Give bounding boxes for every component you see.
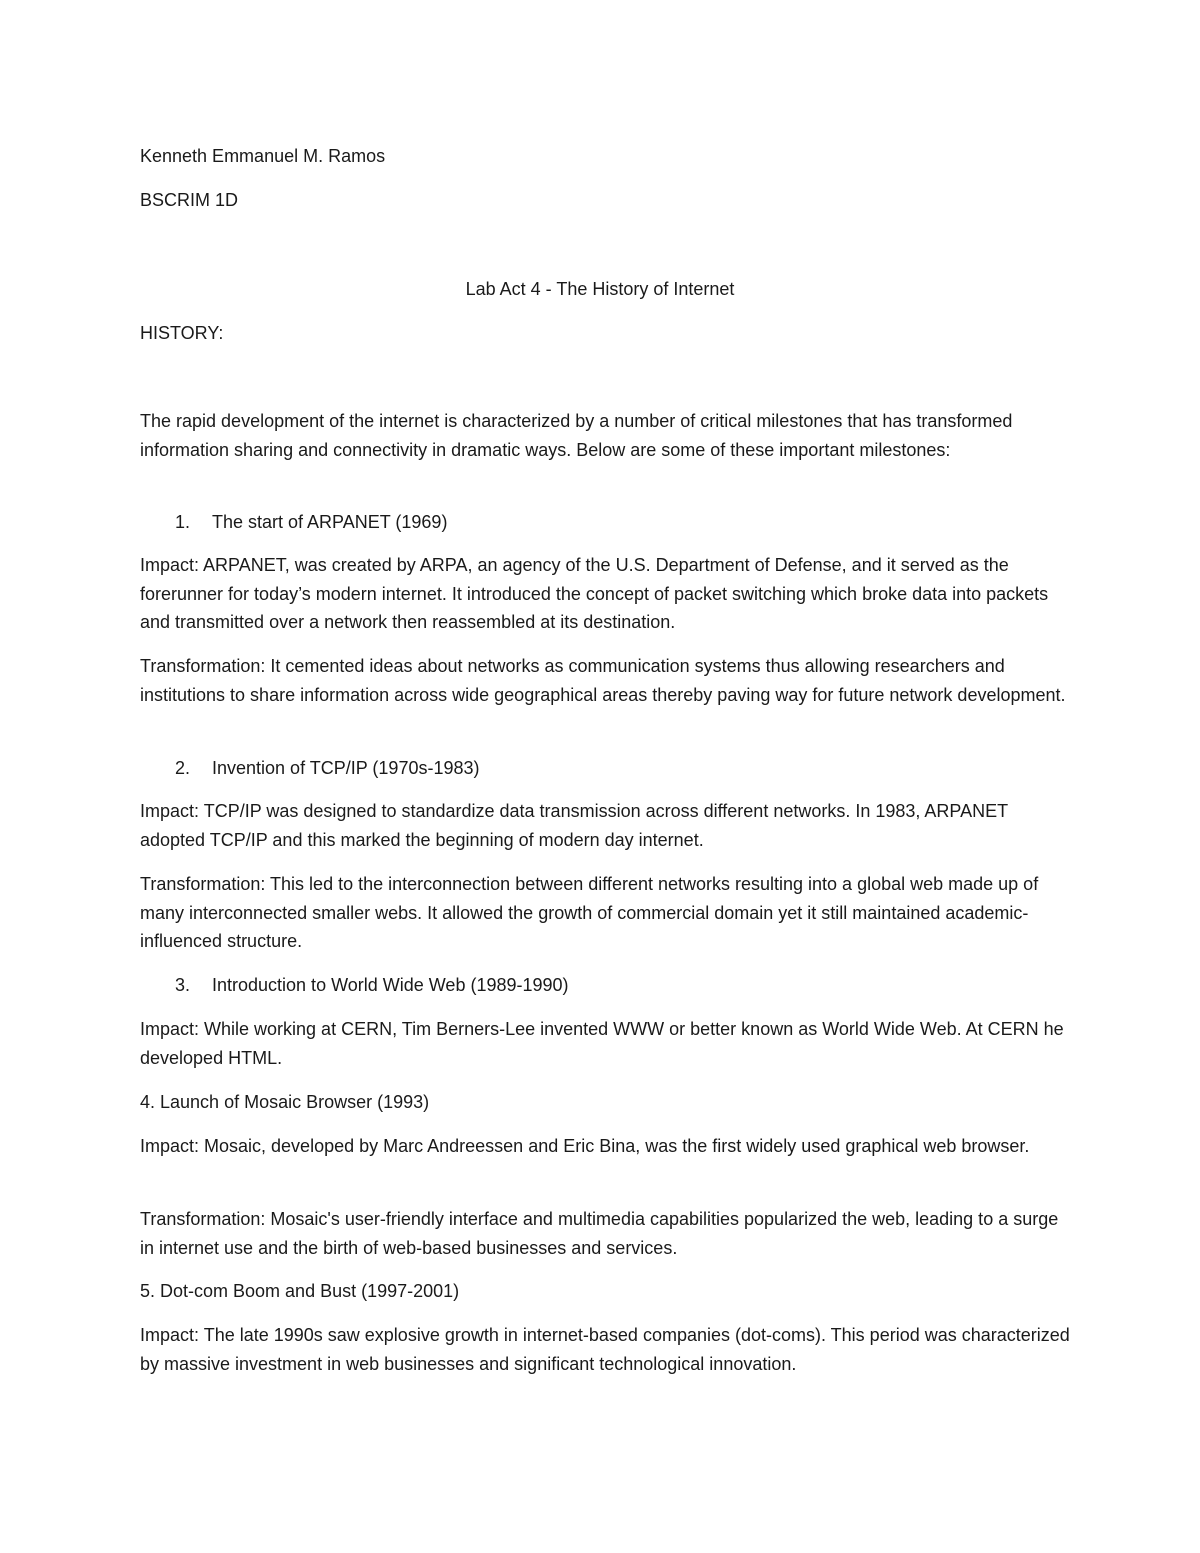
milestone-5-title: 5. Dot-com Boom and Bust (1997-2001) bbox=[140, 1281, 460, 1301]
milestone-4-title: 4. Launch of Mosaic Browser (1993) bbox=[140, 1092, 430, 1112]
milestone-3-heading: Introduction to World Wide Web (1989-1990) bbox=[212, 975, 569, 995]
milestone-1-number: 1. bbox=[175, 512, 191, 532]
milestone-2-heading: Invention of TCP/IP (1970s-1983) bbox=[212, 758, 480, 778]
course-section: BSCRIM 1D bbox=[140, 190, 239, 210]
milestone-1-impact: Impact: ARPANET, was created by ARPA, an agency of the U.S. Department of Defense, and it served as the forerunner for today’s modern internet. It introduced the concept of packet switching which broke data into packets and transmitted over a network then reassembled at its destination. bbox=[140, 555, 1049, 632]
milestone-2-title bbox=[175, 754, 480, 783]
milestone-1-heading: The start of ARPANET (1969) bbox=[212, 512, 448, 532]
milestone-4-impact: Impact: Mosaic, developed by Marc Andreessen and Eric Bina, was the first widely used graphical web browser. bbox=[140, 1136, 1030, 1156]
milestone-1-title bbox=[175, 508, 447, 537]
milestone-2-number: 2. bbox=[175, 758, 191, 778]
milestone-2-impact: Impact: TCP/IP was designed to standardize data transmission across different networks. In 1983, ARPANET adopted TCP/IP and this marked the beginning of modern day internet. bbox=[140, 801, 1008, 850]
document-title: Lab Act 4 - The History of Internet bbox=[465, 279, 735, 299]
author-name: Kenneth Emmanuel M. Ramos bbox=[140, 146, 386, 166]
milestone-5-impact: Impact: The late 1990s saw explosive growth in internet-based companies (dot-coms). This period was characterized by massive investment in web businesses and significant technological innovation. bbox=[140, 1325, 1070, 1374]
milestone-4-transformation: Transformation: Mosaic's user-friendly interface and multimedia capabilities popularized the web, leading to a surge in internet use and the birth of web-based businesses and services. bbox=[140, 1209, 1059, 1258]
milestone-2-transformation: Transformation: This led to the interconnection between different networks resulting into a global web made up of many interconnected smaller webs. It allowed the growth of commercial domain yet it still maintained academic-influenced structure. bbox=[140, 874, 1039, 951]
intro-paragraph: The rapid development of the internet is characterized by a number of critical milestones that has transformed information sharing and connectivity in dramatic ways. Below are some of these important milestones: bbox=[140, 411, 1013, 460]
milestone-3-title bbox=[175, 971, 569, 1000]
milestone-3-impact: Impact: While working at CERN, Tim Berners-Lee invented WWW or better known as World Wide Web. At CERN he developed HTML. bbox=[140, 1019, 1064, 1068]
history-heading: HISTORY: bbox=[140, 323, 224, 343]
milestone-1-transformation: Transformation: It cemented ideas about networks as communication systems thus allowing researchers and institutions to share information across wide geographical areas thereby paving way for future network development. bbox=[140, 656, 1066, 705]
milestone-3-number: 3. bbox=[175, 975, 191, 995]
